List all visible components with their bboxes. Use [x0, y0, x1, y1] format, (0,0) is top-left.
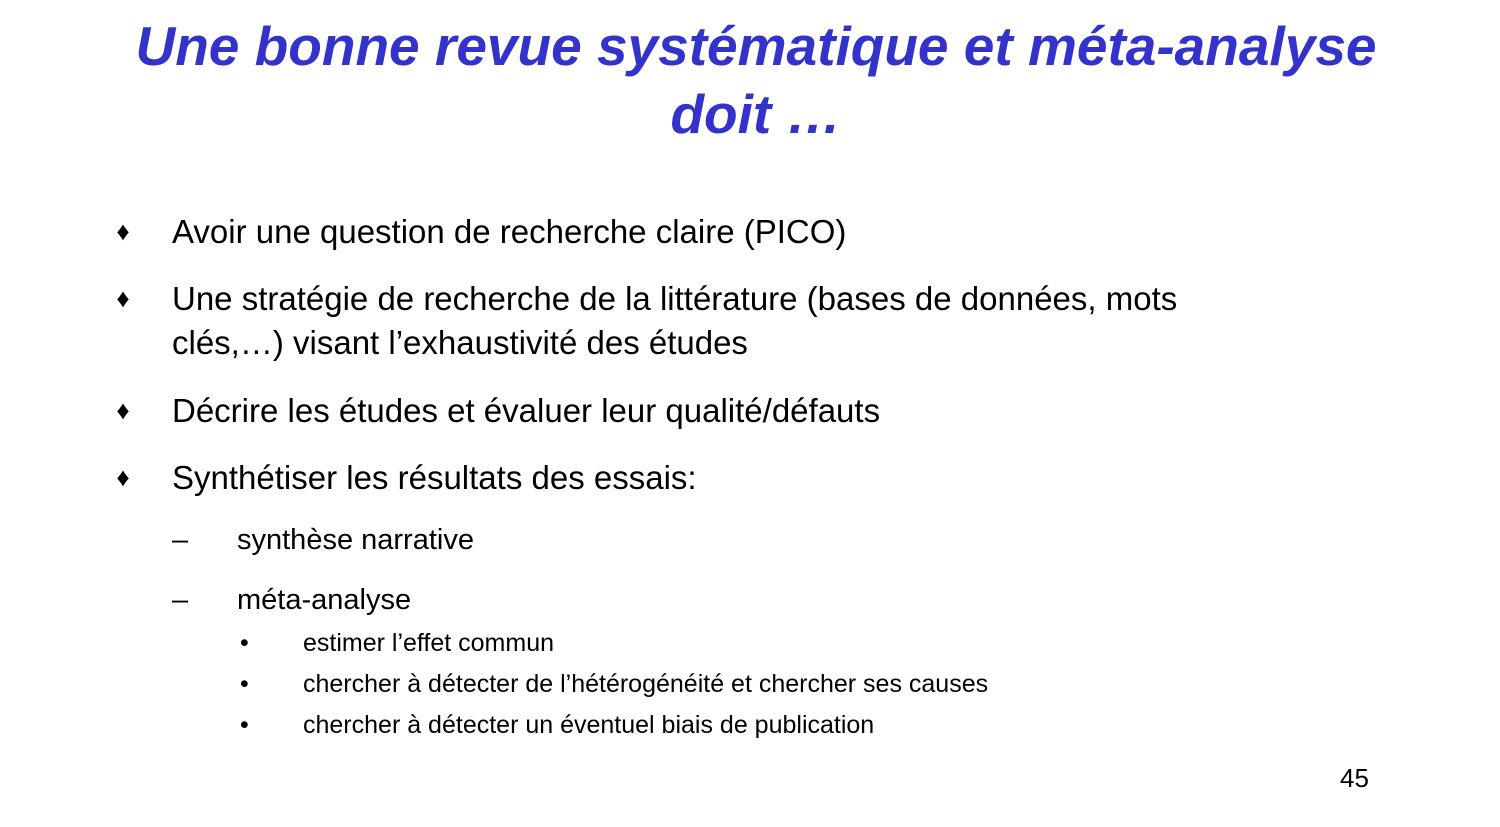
sub-bullet-text: synthèse narrative [237, 524, 474, 556]
dash-bullet-icon: – [172, 524, 189, 556]
sub-sub-bullet-text: chercher à détecter un éventuel biais de publication [303, 711, 875, 739]
bullet-text: Synthétiser les résultats des essais: [172, 459, 697, 496]
bullet-text: Avoir une question de recherche claire (PICO) [172, 213, 847, 250]
sub-sub-bullet-text: chercher à détecter de l’hétérogénéité et chercher ses causes [303, 670, 989, 698]
diamond-bullet-icon: ♦ [116, 462, 130, 492]
diamond-bullet-icon: ♦ [116, 395, 130, 425]
slide-title-line-2: doit … [670, 83, 842, 145]
slide-title [0, 12, 1500, 148]
dot-bullet-icon: • [240, 711, 249, 739]
sub-bullet-text: méta-analyse [237, 584, 412, 616]
dot-bullet-icon: • [240, 670, 249, 698]
dot-bullet-icon: • [240, 629, 249, 657]
sub-sub-bullet-text: estimer l’effet commun [303, 629, 555, 657]
diamond-bullet-icon: ♦ [116, 283, 130, 313]
page-number: 45 [1340, 763, 1369, 793]
bullet-text: Décrire les études et évaluer leur qualité/défauts [172, 392, 881, 429]
dash-bullet-icon: – [172, 584, 189, 616]
bullet-text: clés,…) visant l’exhaustivité des études [172, 324, 748, 361]
slide-title-line-1: Une bonne revue systématique et méta-analyse [135, 15, 1377, 77]
bullet-text: Une stratégie de recherche de la littérature (bases de données, mots [172, 280, 1178, 317]
diamond-bullet-icon: ♦ [116, 216, 130, 246]
